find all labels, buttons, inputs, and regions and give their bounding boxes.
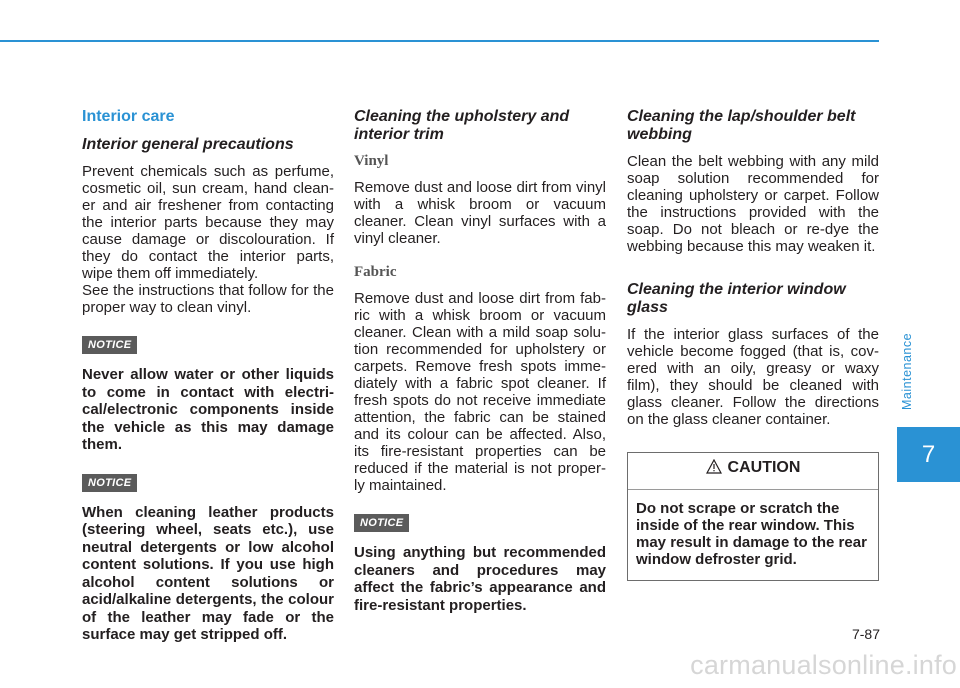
heading-fabric: Fabric [354, 264, 397, 280]
notice-text-leather: When cleaning leather products (steering wheel, seats etc.), use neutral detergents or low alcohol content solutions. If you use high alcohol content solutions or acid/alkaline detergents, the colour of the leather may fade or the surface may get stripped off. [82, 503, 334, 643]
heading-vinyl: Vinyl [354, 153, 389, 169]
subtitle-upholstery: Cleaning the upholstery and interior trim [354, 108, 570, 143]
paragraph-chemicals: Prevent chemicals such as perfume, cosmetic oil, sun cream, hand clean- er and air freshener from contacting the interior parts because they may cause damage or discolouration. If they do contact the interior parts, wipe them off immediately. [82, 163, 334, 282]
header-rule [0, 40, 879, 42]
subtitle-window-glass: Cleaning the interior window glass [627, 281, 846, 316]
paragraph-vinyl: Remove dust and loose dirt from vinyl with a whisk broom or vacuum cleaner. Clean vinyl surfaces with a vinyl cleaner. [354, 179, 606, 247]
column-right [627, 108, 879, 581]
notice-badge: NOTICE [82, 474, 137, 492]
caution-label: CAUTION [727, 459, 801, 476]
notice-text-water: Never allow water or other liquids to come in contact with electri- cal/electronic components inside the vehicle as this may damage them. [82, 366, 334, 453]
side-section-label: Maintenance [900, 332, 914, 410]
chapter-tab: 7 [897, 427, 960, 482]
notice-badge: NOTICE [82, 336, 137, 354]
warning-triangle-icon [706, 459, 722, 474]
notice-badge: NOTICE [354, 514, 409, 532]
column-left [82, 108, 334, 644]
caution-header [628, 453, 878, 490]
paragraph-belt-webbing: Clean the belt webbing with any mild soap solution recommended for cleaning upholstery or carpet. Follow the instructions provided with the soap. Do not bleach or re-dye the webbing because this may weaken it. [627, 153, 879, 255]
section-title: Interior care [82, 108, 175, 125]
paragraph-instructions: See the instructions that follow for the proper way to clean vinyl. [82, 282, 334, 316]
paragraph-window-glass: If the interior glass surfaces of the vehicle become fogged (that is, cov- ered with an oily, greasy or waxy film), they should be cleaned with glass cleaner. Follow the directions on the glass cleaner container. [627, 326, 879, 428]
notice-text-cleaners: Using anything but recommended cleaners and procedures may affect the fabric’s appearance and fire-resistant properties. [354, 544, 606, 614]
column-middle [354, 108, 606, 614]
caution-box [627, 452, 879, 581]
subtitle-general-precautions: Interior general precautions [82, 136, 294, 153]
caution-text: Do not scrape or scratch the inside of the rear window. This may result in damage to the rear window defroster grid. [636, 500, 867, 568]
paragraph-fabric: Remove dust and loose dirt from fab- ric with a whisk broom or vacuum cleaner. Clean with a mild soap solu- tion recommended for upholstery or carpets. Remove fresh spots imme- diately with a fabric spot cleaner. If fresh spots do not receive immediate attention, the fabric can be stained and its colour can be affected. Also, its fire-resistant properties can be reduced if the material is not proper- ly maintained. [354, 290, 606, 494]
page-number: 7-87 [851, 626, 880, 642]
subtitle-belt-webbing: Cleaning the lap/shoulder belt webbing [627, 108, 856, 143]
watermark: carmanualsonline.info [690, 650, 957, 680]
